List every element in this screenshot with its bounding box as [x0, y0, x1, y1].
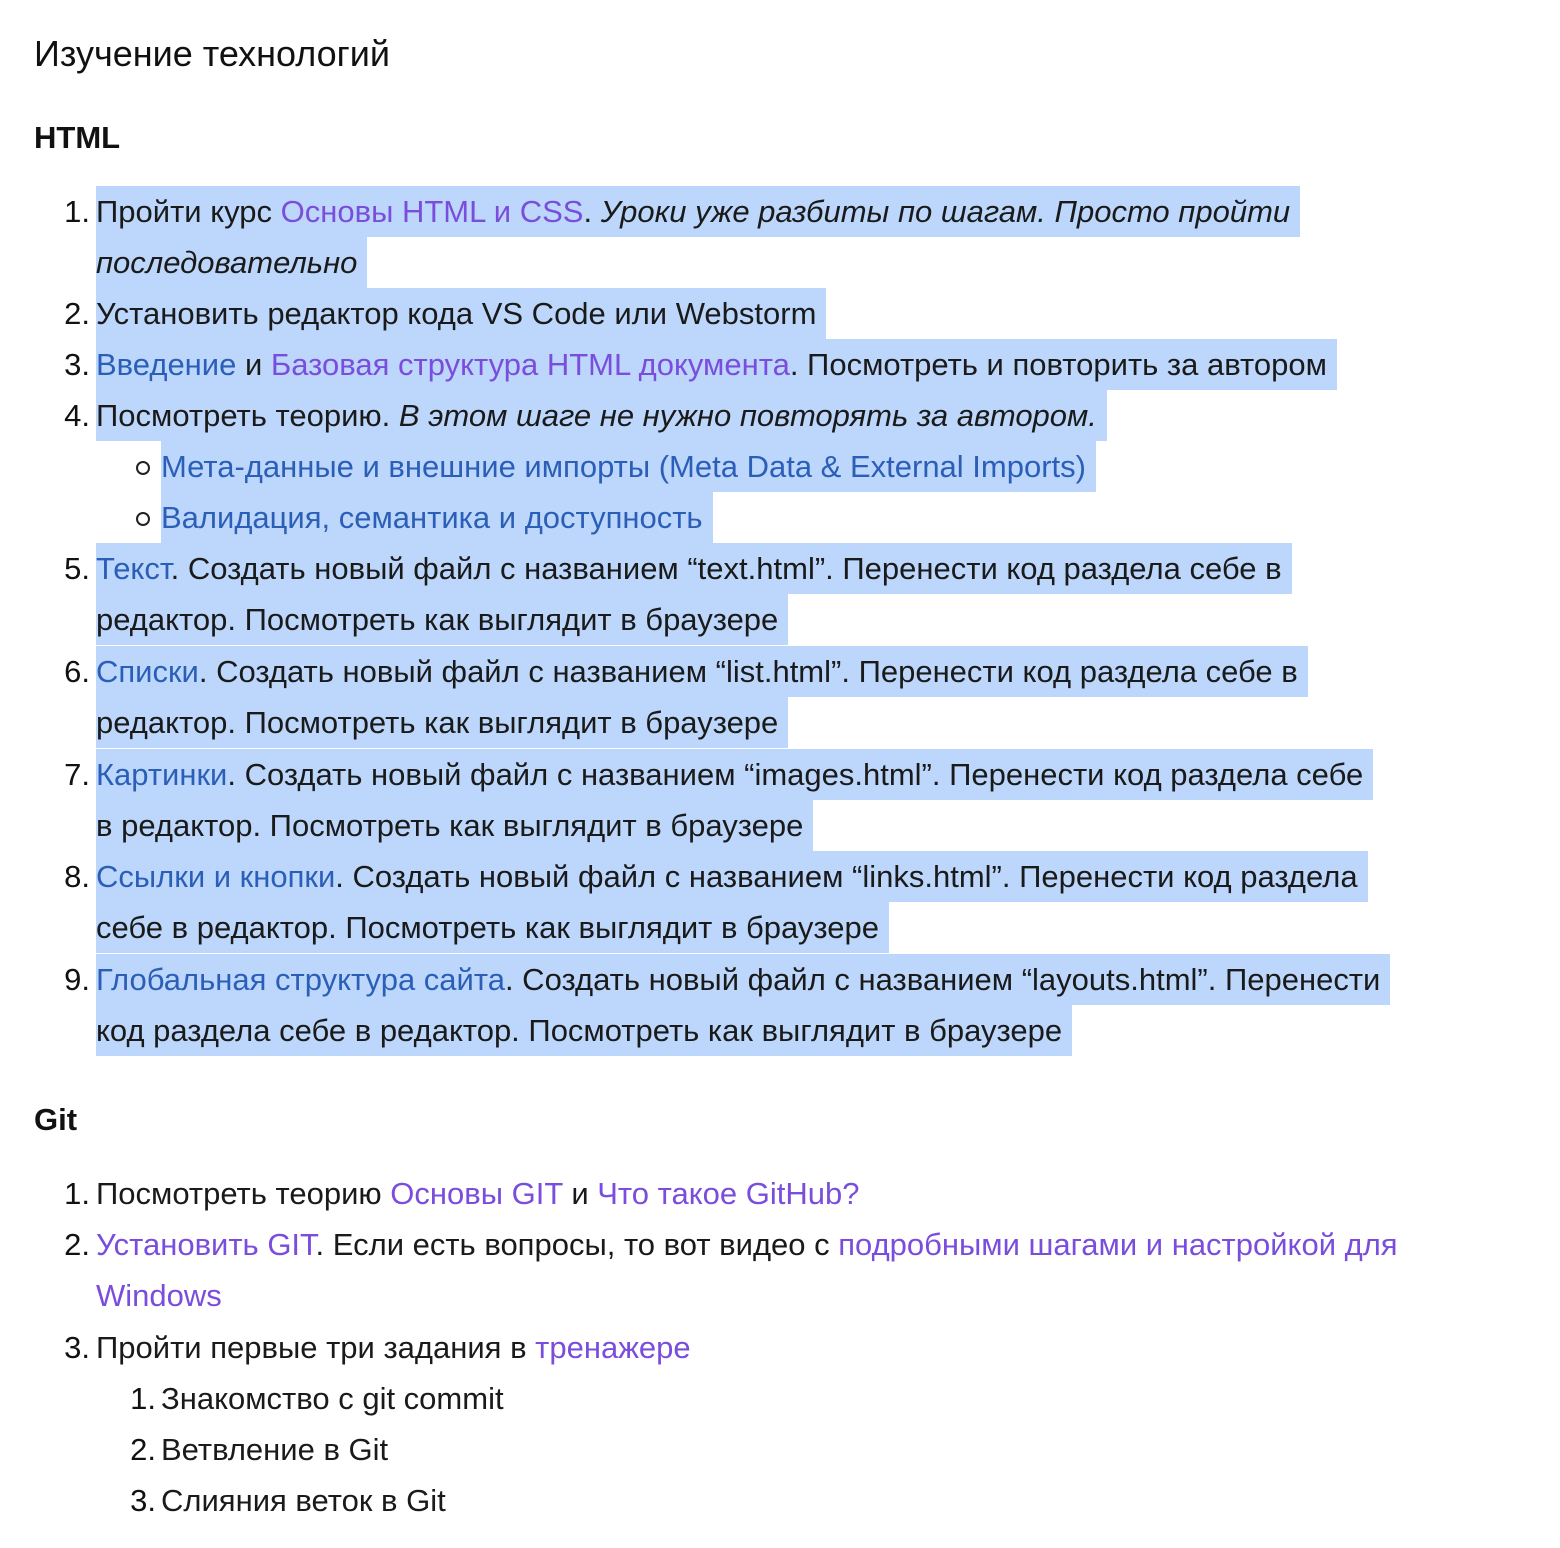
list-number: 9.	[64, 962, 90, 997]
item-text: Слияния веток в Git	[161, 1483, 446, 1518]
link-lists[interactable]: Списки	[96, 654, 199, 689]
link-windows-setup-video[interactable]: подробными шагами и настройкой для	[838, 1227, 1398, 1262]
item-text: . Создать новый файл с названием “list.html”. Перенести код раздела себе в	[198, 654, 1298, 689]
link-validation[interactable]: Валидация, семантика и доступность	[161, 492, 713, 543]
link-images[interactable]: Картинки	[96, 757, 228, 792]
item-text: в редактор. Посмотреть как выглядит в браузере	[96, 800, 813, 851]
list-number: 8.	[64, 859, 90, 894]
list-number: 6.	[64, 654, 90, 689]
item-text: себе в редактор. Посмотреть как выглядит в браузере	[96, 902, 889, 953]
item-text: редактор. Посмотреть как выглядит в браузере	[96, 594, 788, 645]
item-note: Уроки уже разбиты по шагам. Просто пройти	[600, 194, 1291, 229]
list-number: 3.	[64, 347, 90, 382]
item-text: . Создать новый файл с названием “text.html”. Перенести код раздела себе в	[170, 551, 1282, 586]
list-number: 1.	[64, 1176, 90, 1211]
link-html-css-course[interactable]: Основы HTML и CSS	[280, 194, 584, 229]
link-global-layout[interactable]: Глобальная структура сайта	[96, 962, 505, 997]
link-install-git[interactable]: Установить GIT	[96, 1227, 316, 1262]
link-html-structure[interactable]: Базовая структура HTML документа	[270, 347, 790, 382]
item-text: . Если есть вопросы, то вот видео с	[315, 1227, 839, 1262]
item-text: Пройти первые три задания в	[96, 1330, 536, 1365]
link-git-basics[interactable]: Основы GIT	[390, 1176, 563, 1211]
item-text: код раздела себе в редактор. Посмотреть как выглядит в браузере	[96, 1005, 1072, 1056]
list-number: 3.	[64, 1330, 90, 1365]
item-note: последовательно	[96, 237, 367, 288]
link-meta-data[interactable]: Мета-данные и внешние импорты (Meta Data & External Imports)	[161, 441, 1096, 492]
item-text: Установить редактор кода VS Code или Webstorm	[96, 288, 826, 339]
item-text: и	[236, 347, 271, 382]
item-text: Знакомство с git commit	[161, 1381, 504, 1416]
list-number: 4.	[64, 398, 90, 433]
bullet-icon	[136, 512, 150, 526]
item-text: Ветвление в Git	[161, 1432, 389, 1467]
page-title: Изучение технологий	[34, 33, 390, 74]
list-number: 3.	[130, 1483, 156, 1518]
link-windows-setup-video-cont[interactable]: Windows	[96, 1278, 222, 1313]
item-text: редактор. Посмотреть как выглядит в браузере	[96, 697, 788, 748]
item-text: . Посмотреть и повторить за автором	[789, 347, 1327, 382]
item-text: . Создать новый файл с названием “images.html”. Перенести код раздела себе	[227, 757, 1364, 792]
list-number: 2.	[64, 1227, 90, 1262]
list-number: 5.	[64, 551, 90, 586]
item-text: и	[562, 1176, 598, 1211]
list-number: 1.	[64, 194, 90, 229]
list-number: 2.	[130, 1432, 156, 1467]
list-number: 2.	[64, 296, 90, 331]
item-text: Посмотреть теорию	[96, 1176, 391, 1211]
list-number: 1.	[130, 1381, 156, 1416]
item-text: . Создать новый файл с названием “layouts.html”. Перенести	[504, 962, 1381, 997]
item-text: Пройти курс	[96, 194, 281, 229]
link-introduction[interactable]: Введение	[96, 347, 237, 382]
item-text: .	[583, 194, 601, 229]
item-note: В этом шаге не нужно повторять за автором.	[398, 398, 1097, 433]
bullet-icon	[136, 461, 150, 475]
link-trainer[interactable]: тренажере	[535, 1330, 691, 1365]
link-what-is-github[interactable]: Что такое GitHub?	[597, 1176, 860, 1211]
item-text: . Создать новый файл с названием “links.html”. Перенести код раздела	[335, 859, 1358, 894]
section-heading-html: HTML	[34, 120, 121, 155]
item-text: Посмотреть теорию.	[96, 398, 399, 433]
link-text[interactable]: Текст	[96, 551, 171, 586]
list-number: 7.	[64, 757, 90, 792]
link-links-buttons[interactable]: Ссылки и кнопки	[96, 859, 336, 894]
section-heading-git: Git	[34, 1102, 78, 1137]
